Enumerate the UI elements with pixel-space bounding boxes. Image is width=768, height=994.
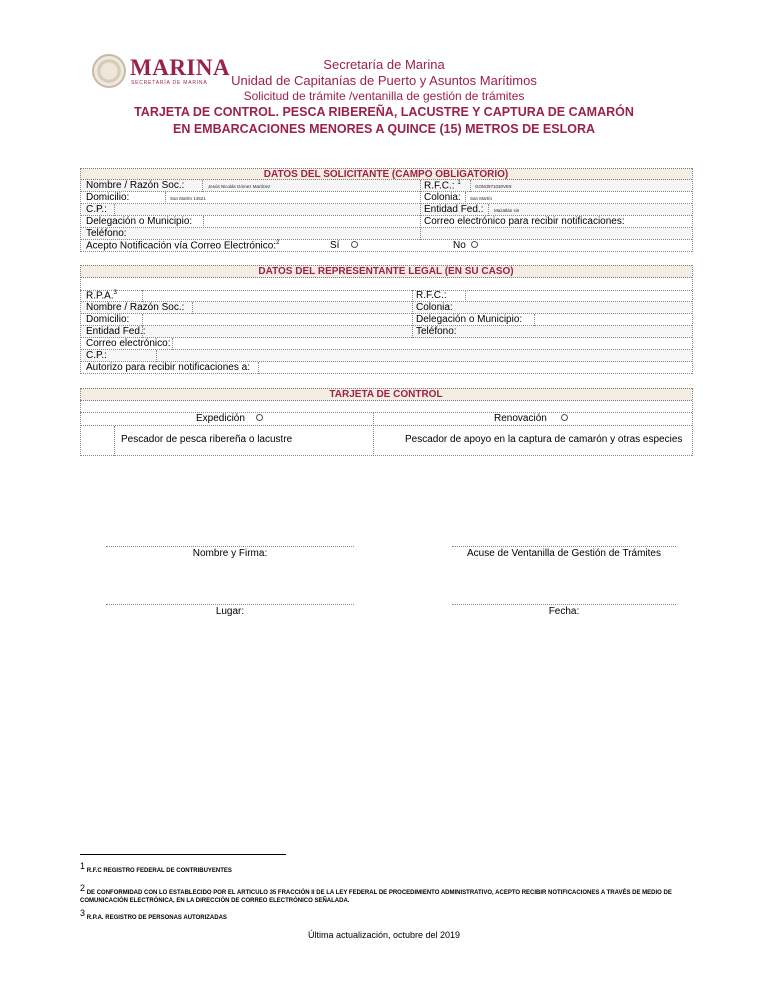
cell-divider (534, 314, 535, 326)
fecha-label: Fecha: (548, 606, 580, 617)
cell-divider (142, 314, 143, 326)
cell-divider (373, 412, 374, 456)
signature-line (452, 604, 676, 605)
rep-telefono-label: Teléfono: (416, 326, 457, 337)
cell-divider (203, 216, 204, 228)
renovacion-option[interactable]: Renovación (494, 413, 568, 424)
footnote-2: $^2$ DE CONFORMIDAD CON LO ESTABLECIDO POR EL ARTICULO 35 FRACCIÓN II DE LA LEY FEDERAL DE PROCEDIMIENTO ADMINISTRATIVO, ACEPTO RECIBIR NOTIFICACIONES A TRAVÉS DE MEDIO DE (80, 883, 672, 896)
rpa-label: R.P.A.$^3$ (86, 290, 117, 302)
rep-rfc-label: R.F.C.: (416, 290, 447, 301)
rep-correo-label: Correo electrónico: (86, 338, 171, 349)
table-border (692, 388, 693, 456)
cell-divider (258, 362, 259, 374)
header-line-2: Unidad de Capitanías de Puerto y Asuntos Marítimos (231, 73, 537, 88)
cell-divider (420, 180, 421, 240)
expedicion-option[interactable]: Expedición (196, 413, 263, 424)
footnote-2-cont: COMUNICACIÓN ELECTRÓNICA, EN LA DIRECCIÓN DE CORREO ELECTRÓNICO SEÑALADA. (80, 898, 350, 904)
rep-domicilio-label: Domicilio: (86, 314, 130, 325)
nombre-firma-label: Nombre y Firma: (192, 548, 268, 559)
si-option[interactable]: Sí (330, 240, 358, 251)
row-cp (80, 204, 692, 216)
rep-autorizo-label: Autorizo para recibir notificaciones a: (86, 362, 250, 373)
row-rpa (80, 290, 692, 302)
entidad-input[interactable]: Mazatlán sin (494, 208, 520, 213)
logo-subtitle: SECRETARÍA DE MARINA (131, 80, 208, 86)
si-radio[interactable] (351, 241, 358, 248)
footnote-1: $^1$ R.F.C REGISTRO FEDERAL DE CONTRIBUYENTES (80, 861, 232, 874)
entidad-label: Entidad Fed.: (424, 204, 484, 215)
cell-divider (488, 204, 489, 216)
cell-divider (172, 338, 173, 350)
row-tipo-tramite (80, 412, 692, 426)
row-rep-cp (80, 350, 692, 362)
cell-divider (114, 204, 115, 216)
form-title-1: TARJETA DE CONTROL. PESCA RIBEREÑA, LACUSTRE Y CAPTURA DE CAMARÓN (134, 105, 634, 119)
rep-delegacion-label: Delegación o Municipio: (416, 314, 523, 325)
cell-divider (465, 290, 466, 302)
footnote-rule (80, 854, 286, 855)
expedicion-radio[interactable] (256, 414, 263, 421)
rfc-label: R.F.C.: $^1$ (424, 180, 461, 192)
row-rep-entidad (80, 326, 692, 338)
domicilio-label: Domicilio: (86, 192, 130, 203)
cell-divider (202, 180, 203, 192)
nombre-input[interactable]: Jesús Nicolás Gómez Martínez (208, 184, 271, 189)
table-border (692, 265, 693, 374)
cell-divider (470, 180, 471, 192)
form-title-2: EN EMBARCACIONES MENORES A QUINCE (15) METROS DE ESLORA (172, 122, 596, 136)
table-border (80, 265, 81, 374)
renovacion-radio[interactable] (561, 414, 568, 421)
rep-entidad-label: Entidad Fed.: (86, 326, 146, 337)
cell-divider (165, 192, 166, 204)
cp-label: C.P.: (86, 204, 107, 215)
acepto-label: Acepto Notificación vía Correo Electrónico:$^2$ (86, 240, 280, 252)
colonia-label: Colonia: (424, 192, 461, 203)
rep-cp-label: C.P.: (86, 350, 107, 361)
signature-line (106, 546, 354, 547)
cell-divider (465, 192, 466, 204)
opcion-camaron[interactable]: Pescador de apoyo en la captura de camarón y otras especies (405, 434, 683, 445)
representante-heading: DATOS DEL REPRESENTANTE LEGAL (EN SU CASO) (80, 265, 692, 278)
delegacion-label: Delegación o Municipio: (86, 216, 193, 227)
header-line-1: Secretaría de Marina (323, 57, 445, 72)
signature-line (452, 546, 676, 547)
header-line-3: Solicitud de trámite /ventanilla de gestión de trámites (243, 89, 525, 103)
correo-label: Correo electrónico para recibir notificaciones: (424, 216, 625, 227)
cell-divider (192, 302, 193, 314)
row-telefono (80, 228, 692, 240)
cell-divider (142, 290, 143, 302)
table-border (80, 388, 81, 456)
cell-divider (114, 426, 115, 456)
table-border (80, 168, 81, 252)
rfc-input[interactable]: GOMJ971030VE9 (475, 184, 512, 189)
opcion-ribereña[interactable]: Pescador de pesca ribereña o lacustre (121, 434, 293, 445)
logo-name: MARINA (130, 55, 231, 80)
colonia-input[interactable]: San Martín (470, 196, 493, 201)
last-updated: Última actualización, octubre del 2019 (307, 930, 461, 940)
lugar-label: Lugar: (215, 606, 245, 617)
rep-nombre-label: Nombre / Razón Soc.: (86, 302, 185, 313)
footnote-3: $^3$ R.P.A. REGISTRO DE PERSONAS AUTORIZADAS (80, 908, 227, 921)
no-option[interactable]: No (453, 240, 478, 251)
cell-divider (412, 290, 413, 338)
signature-line (106, 604, 354, 605)
rep-colonia-label: Colonia: (416, 302, 453, 313)
cell-divider (156, 350, 157, 362)
table-border (692, 168, 693, 252)
telefono-label: Teléfono: (86, 228, 127, 239)
row-rep-domicilio (80, 314, 692, 326)
no-radio[interactable] (471, 241, 478, 248)
solicitante-heading: DATOS DEL SOLICITANTE (CAMPO OBLIGATORIO) (80, 168, 692, 180)
domicilio-input[interactable]: San Martín 14521 (170, 196, 206, 201)
tarjeta-heading: TARJETA DE CONTROL (80, 388, 692, 401)
nombre-label: Nombre / Razón Soc.: (86, 180, 185, 191)
acuse-label: Acuse de Ventanilla de Gestión de Trámites (466, 548, 661, 559)
